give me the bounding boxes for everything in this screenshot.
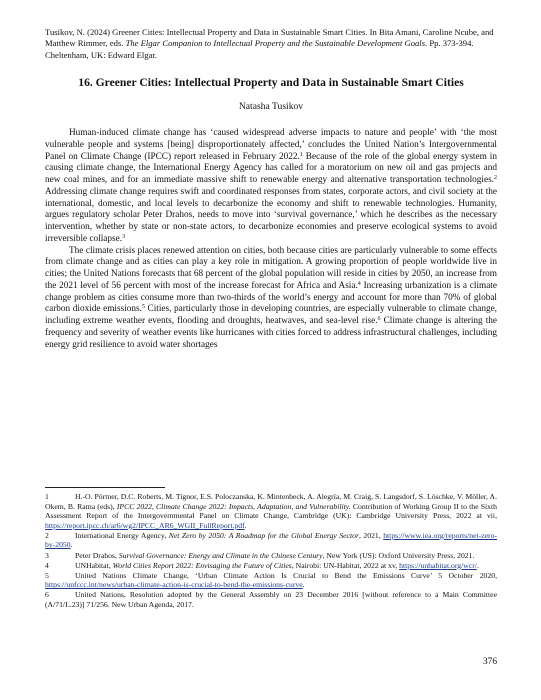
footnote-5: [45, 571, 497, 590]
footnote-title: Survival Governance: Energy and Climate in the Chinese Century: [118, 550, 323, 560]
footnote-text: .: [302, 580, 305, 590]
footnote-text: International Energy Agency,: [75, 530, 169, 540]
paragraph-1-sentence: Because of the role of the global energy system in causing climate change, the International Energy Agency has called for a moratorium on new oil and gas projects and new coal mines, and for an immediate massive shift to renewable energy and alternative transportation technologies.: [45, 151, 497, 185]
body-text: [45, 128, 497, 351]
footnote-text: , Nairobi: UN-Habitat, 2022 at xv,: [291, 560, 400, 570]
footnote-number: 6: [45, 590, 49, 600]
footnote-ref-5[interactable]: 5: [141, 304, 145, 311]
paragraph-2-sentence: Increasing urbanization is a climate change problem as cities consume more than two-thirds of the world’s energy and account for more than 70% of global carbon dioxide emissions.: [45, 280, 497, 315]
footnote-ref-1[interactable]: 1: [299, 151, 303, 158]
footnote-text: United Nations, Resolution adopted by the General Assembly on 23 December 2016 [without reference to a Main Committee (A/71/L.23)] 71/256. New Urban Agenda, 2017.: [45, 590, 497, 610]
footnote-text: .: [476, 560, 479, 570]
footnote-text: .: [70, 540, 73, 550]
footnote-divider: [45, 487, 165, 488]
citation-text: Tusikov, N. (2024) Greener Cities: Intellectual Property and Data in Sustainable Smart Cities. In Bita Amani, Caroline Ncube, and Matthew Rimmer, eds.: [45, 27, 494, 49]
footnote-number: 3: [45, 550, 49, 560]
paragraph-1-sentence: Addressing climate change requires swift and coordinated responses from states, corporate actors, and civil society at the international, domestic, and local levels to decarbonize the economy and shift to renewable technologies. Humanity, argues regulatory scholar Peter Drahos, needs to move into ‘survival governance,’ which he describes as the necessary intervention, whether by state or non-state actors, to decarbonize economies and preserve ecological systems to avoid irreversible collapse.: [45, 186, 497, 244]
footnote-3: [45, 551, 497, 561]
footnote-title: World Cities Report 2022: Envisaging the Future of Cities: [112, 560, 292, 570]
footnotes: [45, 492, 497, 610]
paragraph-1: [45, 128, 497, 246]
footnote-text: United Nations Climate Change, ‘Urban Climate Action Is Crucial to Bend the Emissions Curve’ 5 October 2020,: [75, 570, 497, 580]
footnote-2: [45, 531, 497, 550]
footnote-title: IPCC 2022, Climate Change 2022: Impacts, Adaptation, and Vulnerability.: [116, 501, 351, 511]
footnote-link[interactable]: https://report.ipcc.ch/ar6/wg2/IPCC_AR6_WGII_FullReport.pdf: [45, 520, 245, 530]
footnote-number: 1: [45, 492, 49, 501]
paragraph-2-sentence: Climate change is altering the frequency and severity of weather events like hurricanes with cities forced to address infrastructural challenges, including energy grid resilience to avoid water shortages: [45, 316, 497, 350]
footnote-link[interactable]: https://www.iea.org/reports/net-zero-by-2050: [45, 530, 497, 550]
footnote-4: [45, 561, 497, 571]
footnote-text: , 2021,: [358, 530, 384, 540]
footnote-ref-4[interactable]: 4: [357, 280, 361, 287]
footnote-link[interactable]: https://unhabitat.org/wcr/: [399, 560, 477, 570]
paragraph-2-sentence: Cities, particularly those in developing countries, are especially vulnerable to climate change, including extreme weather events, flooding and droughts, heatwaves, and sea-level rise.: [45, 304, 497, 326]
page-number: 376: [482, 657, 497, 667]
paragraph-1-sentence: Human-induced climate change has ‘caused widespread adverse impacts to nature and people’ with ‘the most vulnerable people and systems [being] disproportionately affected,’ concludes the United Nation’s Intergovernmental Panel on Climate Change (IPCC) report released in February 2022.: [45, 128, 497, 162]
chapter-title: 16. Greener Cities: Intellectual Property and Data in Sustainable Smart Cities: [78, 76, 464, 89]
footnote-number: 4: [45, 560, 49, 570]
footnote-text: .: [244, 520, 247, 530]
footnote-ref-2[interactable]: 2: [494, 175, 497, 181]
paragraph-2: [45, 246, 497, 352]
footnote-number: 5: [45, 570, 49, 580]
footnote-text: UNHabitat,: [75, 560, 113, 570]
footnote-text: H.-O. Pörtner, D.C. Roberts, M. Tignor, E.S. Poloczanska, K. Mintenbeck, A. Alegría, M. Craig, S. Langsdorf, S. Löschke, V. Möller, A. Okem, B. Rama (eds),: [45, 492, 497, 511]
footnote-6: [45, 590, 497, 609]
footnote-number: 2: [45, 530, 49, 540]
footnote-ref-6[interactable]: 6: [377, 316, 381, 322]
citation-book-title: The Elgar Companion to Intellectual Property and the Sustainable Development Goals: [125, 38, 426, 49]
author-name: Natasha Tusikov: [238, 101, 304, 112]
citation-publication: . Pp. 373-394. Cheltenham, UK: Edward Elgar.: [45, 38, 474, 60]
footnote-ref-3[interactable]: 3: [122, 233, 126, 240]
footnote-1: [45, 492, 497, 530]
footnote-title: Net Zero by 2050: A Roadmap for the Global Energy Sector: [168, 530, 359, 540]
footnote-text: Contribution of Working Group II to the Sixth Assessment Report of the Intergovernmental Panel on Climate Change, Cambridge (UK): Cambridge University Press, 2022 at vii,: [45, 501, 497, 521]
footnote-text: , New York (US): Oxford University Press, 2021.: [322, 550, 475, 560]
footnote-link[interactable]: https://unfccc.int/news/urban-climate-action-is-crucial-to-bend-the-emissions-curve: [45, 580, 303, 590]
paragraph-2-sentence: The climate crisis places renewed attention on cities, both because cities are particularly vulnerable to some effects from climate change and as cities can play a key role in mitigation. A growing proportion of people worldwide live in cities; the United Nations forecasts that 68 percent of the global population will reside in cities by 2050, an increase from the 2021 level of 56 percent with most of the increase forecast for Africa and Asia.: [45, 245, 497, 291]
citation-header: [45, 27, 497, 61]
footnote-text: Peter Drahos,: [75, 550, 119, 560]
